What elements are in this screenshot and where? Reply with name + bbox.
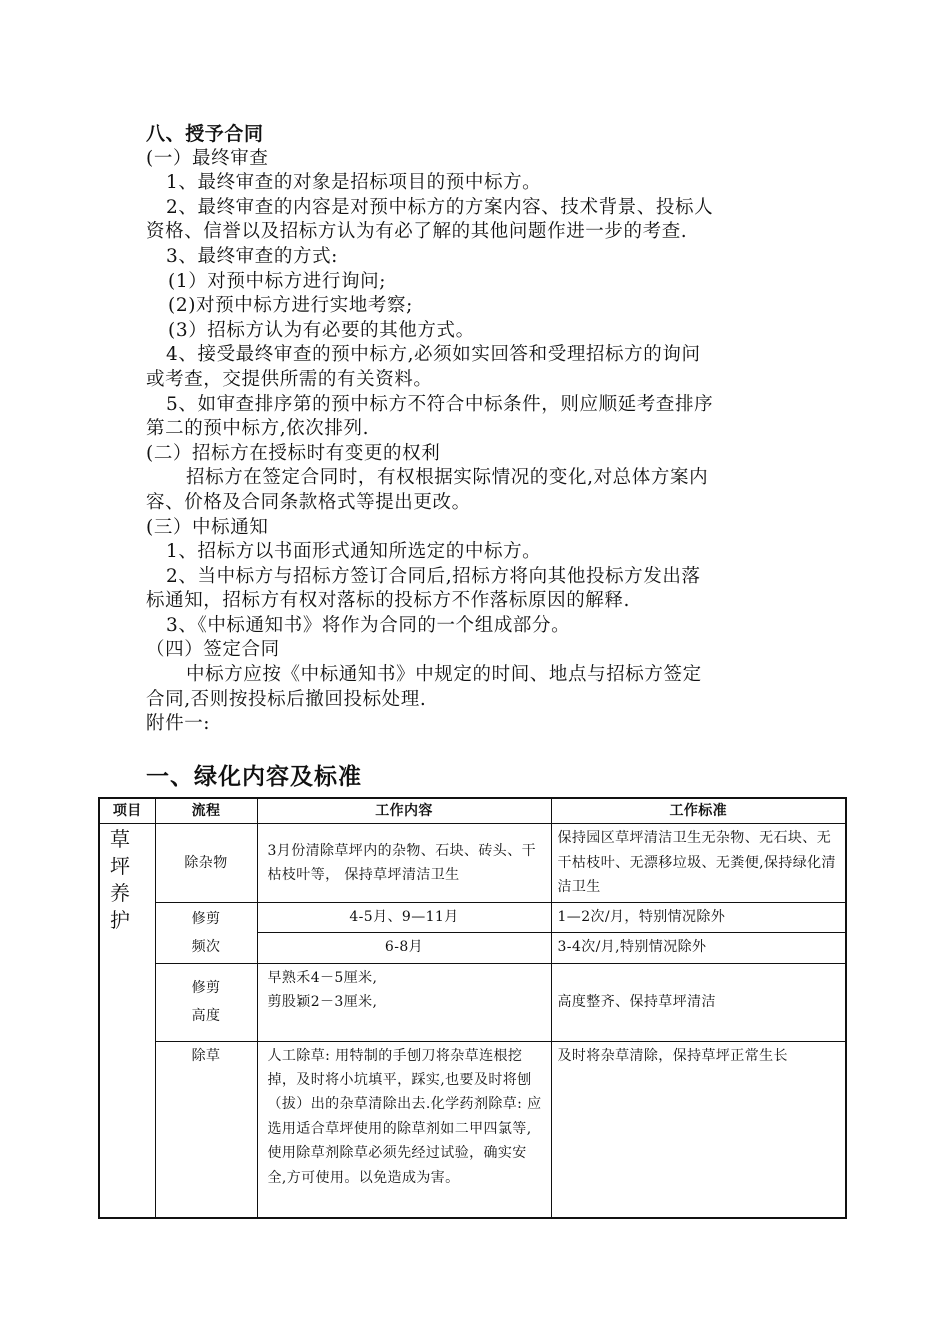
paragraph-continuation: 第二的预中标方,依次排列. [146,418,370,440]
content-cell: 人工除草: 用特制的手刨刀将杂草连根挖掉，及时将小坑填平，踩实,也要及时将刨（拔）出的杂草清除出去.化学药剂除草: 应选用适合草坪使用的除草剂如二甲四氯等,使用除草剂除草必须先经过试验，确实安全,方可使用。以免造成为害。 [257,1041,551,1218]
paragraph-continuation: 或考查，交提供所需的有关资料。 [146,368,433,390]
paragraph: 1、招标方以书面形式通知所选定的中标方。 [166,541,542,563]
table-header-row [99,798,846,824]
standard-cell: 1—2次/月，特别情况除外 [551,902,846,933]
table-row [99,824,846,902]
flow-cell [155,963,257,1041]
item-cell [99,824,155,1218]
paragraph: 2、当中标方与招标方签订合同后,招标方将向其他投标方发出落 [166,565,701,587]
subsection-title: (二）招标方在授标时有变更的权利 [146,442,441,464]
paragraph: 3、《中标通知书》将作为合同的一个组成部分。 [166,614,571,636]
list-item: (2)对预中标方进行实地考察; [168,295,413,317]
content-line: 早熟禾4－5厘米, [267,969,378,986]
paragraph: 3、最终审查的方式: [166,245,339,267]
paragraph: 1、最终审查的对象是招标项目的预中标方。 [166,172,542,194]
list-item: (3）招标方认为有必要的其他方式。 [168,319,475,341]
flow-cell [155,902,257,963]
content-line: 剪股颖2－3厘米, [267,994,378,1011]
item-label: 草坪养护 [110,827,131,933]
standard-cell: 保持园区草坪清洁卫生无杂物、无石块、无干枯枝叶、无漂移垃圾、无粪便,保持绿化清洁卫生 [551,824,846,902]
table-row [99,902,846,933]
subsection-title: （四）签定合同 [146,639,280,661]
content-cell: 3月份清除草坪内的杂物、石块、砖头、干枯枝叶等， 保持草坪清洁卫生 [257,824,551,902]
paragraph-continuation: 标通知，招标方有权对落标的投标方不作落标原因的解释. [146,590,630,612]
greening-title: 一、绿化内容及标准 [146,763,362,790]
table-row [99,963,846,1041]
document-body [146,122,816,737]
attachment-label: 附件一: [146,713,211,735]
paragraph: 5、如审查排序第的预中标方不符合中标条件，则应顺延考查排序 [166,393,714,415]
standard-cell: 3-4次/月,特别情况除外 [551,933,846,964]
subsection-title: (一）最终审查 [146,147,269,169]
standard-cell: 及时将杂草清除，保持草坪正常生长 [551,1041,846,1218]
content-cell [257,963,551,1041]
flow-label: 修剪高度 [191,980,221,1025]
header-flow: 流程 [155,798,257,824]
content-cell: 4-5月、9—11月 [257,902,551,933]
greening-standards-table [98,797,847,1219]
header-item: 项目 [99,798,155,824]
flow-cell: 除草 [155,1041,257,1218]
subsection-title: (三）中标通知 [146,516,269,538]
paragraph: 中标方应按《中标通知书》中规定的时间、地点与招标方签定 [186,664,702,686]
section-heading: 八、授予合同 [146,123,264,145]
paragraph-continuation: 容、价格及合同条款格式等提出更改。 [146,491,471,513]
paragraph: 4、接受最终审查的预中标方,必须如实回答和受理招标方的询问 [166,344,701,366]
header-content: 工作内容 [257,798,551,824]
content-cell: 6-8月 [257,933,551,964]
table-row [99,1041,846,1218]
paragraph-continuation: 资格、信誉以及招标方认为有必了解的其他问题作进一步的考查. [146,221,688,243]
list-item: (1）对预中标方进行询问; [168,270,387,292]
flow-cell: 除杂物 [155,824,257,902]
paragraph: 招标方在签定合同时，有权根据实际情况的变化,对总体方案内 [186,467,709,489]
paragraph-continuation: 合同,否则按投标后撤回投标处理. [146,688,427,710]
standard-cell: 高度整齐、保持草坪清洁 [551,963,846,1041]
paragraph: 2、最终审查的内容是对预中标方的方案内容、技术背景、投标人 [166,196,714,218]
header-standard: 工作标准 [551,798,846,824]
flow-label: 修剪频次 [191,910,221,955]
